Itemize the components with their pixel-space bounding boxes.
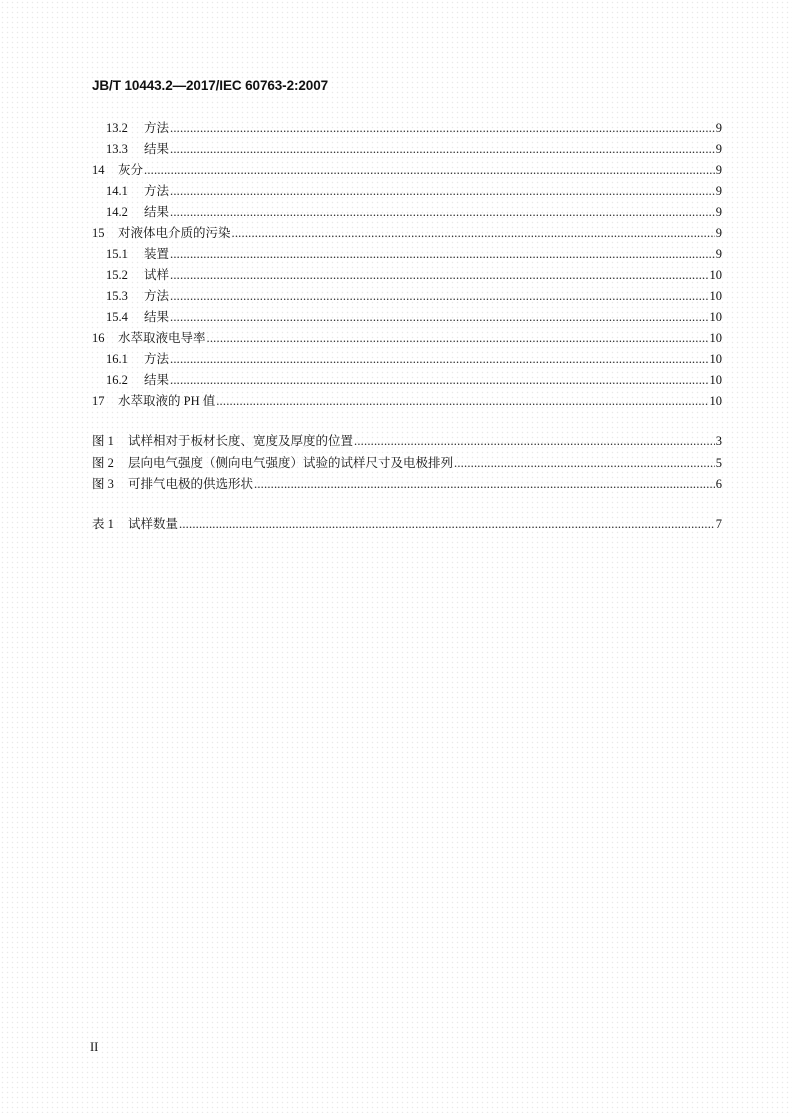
toc-page: 10 bbox=[709, 310, 722, 324]
toc-title: 水萃取液的 PH 值 bbox=[118, 394, 216, 408]
toc-number: 14.2 bbox=[106, 205, 128, 219]
table-title: 试样数量 bbox=[128, 517, 179, 531]
toc-number: 14 bbox=[92, 163, 105, 177]
toc-number: 15.3 bbox=[106, 289, 128, 303]
dot-leader bbox=[179, 516, 715, 532]
toc-title: 方法 bbox=[144, 352, 170, 366]
toc-number: 16.2 bbox=[106, 373, 128, 387]
toc-number: 14.1 bbox=[106, 184, 128, 198]
toc-figure-entry[interactable] bbox=[92, 433, 722, 449]
toc-entry[interactable] bbox=[92, 351, 722, 367]
dot-leader bbox=[170, 204, 715, 220]
toc-number: 15.1 bbox=[106, 247, 128, 261]
dot-leader bbox=[170, 288, 708, 304]
toc-figure-entry[interactable] bbox=[92, 476, 722, 492]
dot-leader bbox=[170, 351, 708, 367]
dot-leader bbox=[454, 455, 715, 471]
toc-page: 10 bbox=[709, 289, 722, 303]
dot-leader bbox=[170, 120, 715, 136]
toc-title: 结果 bbox=[144, 310, 170, 324]
toc-page: 9 bbox=[715, 163, 722, 177]
toc-entry[interactable] bbox=[92, 141, 722, 157]
toc-entry[interactable] bbox=[92, 246, 722, 262]
figure-page: 3 bbox=[715, 434, 722, 448]
page-number-footer: II bbox=[90, 1040, 99, 1054]
dot-leader bbox=[170, 141, 715, 157]
toc-title: 方法 bbox=[144, 289, 170, 303]
figure-page: 6 bbox=[715, 477, 722, 491]
toc-title: 灰分 bbox=[118, 163, 144, 177]
toc-page: 10 bbox=[709, 373, 722, 387]
toc-entry[interactable] bbox=[92, 288, 722, 304]
toc-table-entry[interactable] bbox=[92, 516, 722, 532]
figure-number: 图 2 bbox=[92, 456, 114, 470]
toc-title: 装置 bbox=[144, 247, 170, 261]
dot-leader bbox=[170, 183, 715, 199]
figure-number: 图 3 bbox=[92, 477, 114, 491]
dot-leader bbox=[216, 393, 708, 409]
dot-leader bbox=[170, 267, 708, 283]
toc-number: 15.2 bbox=[106, 268, 128, 282]
toc-number: 17 bbox=[92, 394, 105, 408]
toc-page: 9 bbox=[715, 121, 722, 135]
toc-page: 10 bbox=[709, 331, 722, 345]
dot-leader bbox=[254, 476, 715, 492]
toc-title: 水萃取液电导率 bbox=[118, 331, 206, 345]
toc-entry[interactable] bbox=[92, 120, 722, 136]
toc-number: 13.2 bbox=[106, 121, 128, 135]
toc-title: 结果 bbox=[144, 373, 170, 387]
toc-entry[interactable] bbox=[92, 330, 722, 346]
toc-entry[interactable] bbox=[92, 393, 722, 409]
toc-number: 13.3 bbox=[106, 142, 128, 156]
toc-page: 10 bbox=[709, 268, 722, 282]
toc-entry[interactable] bbox=[92, 225, 722, 241]
toc-page: 9 bbox=[715, 184, 722, 198]
dot-leader bbox=[354, 433, 715, 449]
dot-leader bbox=[232, 225, 715, 241]
toc-page: 10 bbox=[709, 394, 722, 408]
figure-title: 试样相对于板材长度、宽度及厚度的位置 bbox=[128, 434, 354, 448]
toc-entry[interactable] bbox=[92, 162, 722, 178]
figure-number: 图 1 bbox=[92, 434, 114, 448]
toc-page: 10 bbox=[709, 352, 722, 366]
toc-entry[interactable] bbox=[92, 309, 722, 325]
toc-page: 9 bbox=[715, 205, 722, 219]
toc-title: 结果 bbox=[144, 205, 170, 219]
dot-leader bbox=[170, 372, 708, 388]
figure-title: 层向电气强度（侧向电气强度）试验的试样尺寸及电极排列 bbox=[128, 456, 454, 470]
toc-entry[interactable] bbox=[92, 204, 722, 220]
dot-leader bbox=[170, 309, 708, 325]
toc-number: 15.4 bbox=[106, 310, 128, 324]
toc-number: 16 bbox=[92, 331, 105, 345]
dot-leader bbox=[144, 162, 715, 178]
toc-figure-entry[interactable] bbox=[92, 455, 722, 471]
toc-title: 方法 bbox=[144, 121, 170, 135]
toc-entry[interactable] bbox=[92, 372, 722, 388]
toc-entry[interactable] bbox=[92, 183, 722, 199]
dot-leader bbox=[170, 246, 715, 262]
toc-title: 结果 bbox=[144, 142, 170, 156]
page-header: JB/T 10443.2—2017/IEC 60763-2:2007 bbox=[92, 78, 329, 93]
figure-page: 5 bbox=[715, 456, 722, 470]
toc-number: 16.1 bbox=[106, 352, 128, 366]
toc-entry[interactable] bbox=[92, 267, 722, 283]
table-page: 7 bbox=[715, 517, 722, 531]
table-number: 表 1 bbox=[92, 517, 114, 531]
toc-title: 试样 bbox=[144, 268, 170, 282]
figure-title: 可排气电极的供选形状 bbox=[128, 477, 254, 491]
toc-title: 方法 bbox=[144, 184, 170, 198]
toc-title: 对液体电介质的污染 bbox=[118, 226, 231, 240]
dot-leader bbox=[207, 330, 709, 346]
toc-page: 9 bbox=[715, 247, 722, 261]
toc-page: 9 bbox=[715, 142, 722, 156]
toc-number: 15 bbox=[92, 226, 105, 240]
toc-page: 9 bbox=[715, 226, 722, 240]
